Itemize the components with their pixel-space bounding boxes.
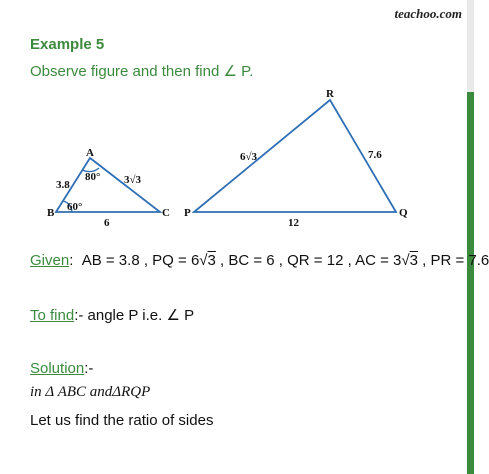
given-pq-prefix: PQ = 6 [152,252,200,269]
given-pq-radicand: 3 [207,252,216,269]
given-bc-qr-ac [220,252,418,269]
triangles-figure [0,0,474,240]
given-pq [152,252,216,269]
given-ac-radicand: 3 [409,252,418,269]
side-pq-label: 12 [288,217,299,229]
solution-label: Solution [30,360,85,377]
given-pr: , PR = 7.6 [422,252,489,269]
solution-line-2: Let us find the ratio of sides [30,412,214,429]
given-ab: AB = 3.8 , [81,252,148,269]
solution-heading [30,360,93,377]
side-bc-label: 6 [104,217,110,229]
side-pr-label: 6√3 [240,151,258,163]
teachoo-logo: teachoo.com [394,6,462,21]
side-ac-label: 3√3 [124,174,142,186]
solution-line-1: in Δ ABC andΔRQP [30,384,151,400]
vertex-b-label: B [47,207,55,219]
to-find-text: :- angle P i.e. ∠ P [74,307,195,324]
vertex-c-label: C [162,207,170,219]
solution-suffix: :- [84,360,94,377]
triangle-pqr [194,100,396,212]
angle-a-label: 80° [85,171,101,183]
given-bc-qr-ac-text: , BC = 6 , QR = 12 , AC = 3 [220,252,402,269]
vertex-r-label: R [326,88,334,100]
example-title: Example 5 [30,36,105,53]
sqrt-symbol: √3 [199,252,216,269]
vertex-a-label: A [86,147,94,159]
angle-b-label: 60° [67,201,83,213]
given-line: Given: AB = 3.8 , PQ = 6√3 , BC = 6 , QR = 12 , AC = 3√3 , PR = 7.6 [30,252,489,269]
side-ab-label: 3.8 [56,179,70,191]
example-question: Observe figure and then find ∠ P. [30,63,254,80]
sqrt-symbol: √3 [401,252,418,269]
vertex-q-label: Q [399,207,408,219]
given-label: Given [30,252,70,269]
vertex-p-label: P [184,207,191,219]
side-rq-label: 7.6 [368,149,382,161]
to-find-line [30,306,194,324]
to-find-label: To find [30,307,75,324]
